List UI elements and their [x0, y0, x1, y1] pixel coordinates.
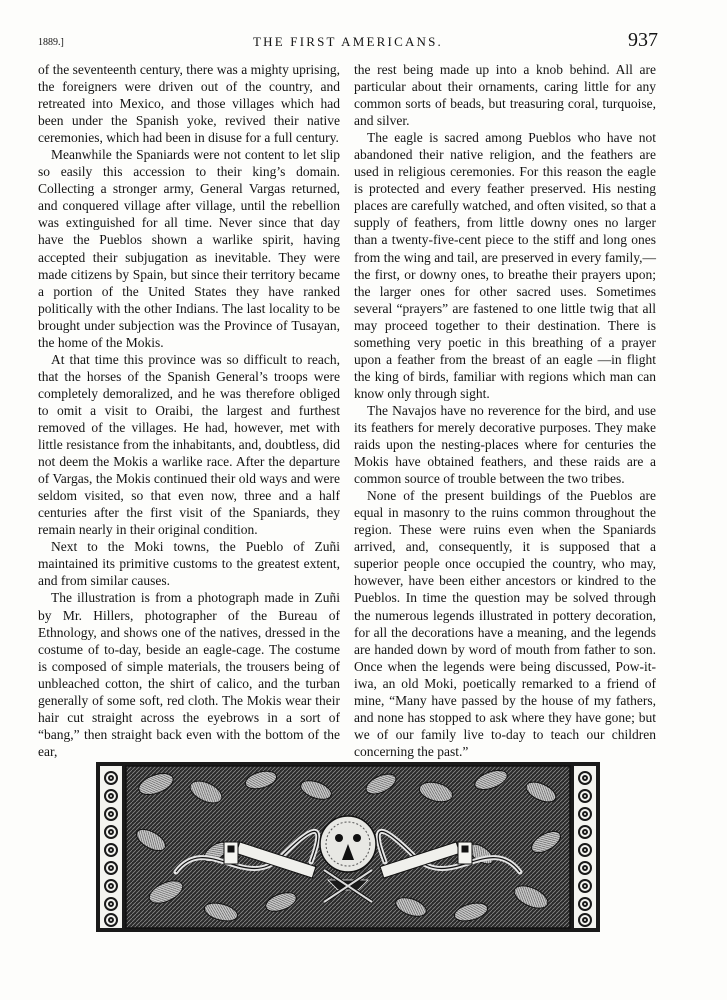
paragraph: At that time this province was so difficult to reach, that the horses of the Spanish General’s troops were completely demoralized, and he was therefore obliged to omit a visit to Oraibi, the largest and furthest removed of the villages. He had, however, met with little resistance from the inhabitants, and, doubtless, did not deem the Mokis a warlike race. After the departure of Vargas, the Mokis continued their old ways and were seldom visited, so that even now, three and a half centuries after the first visit of the Spaniards, they remain nearly in their original condition. — [38, 351, 340, 538]
header-title: THE FIRST AMERICANS. — [252, 34, 444, 49]
right-column — [354, 61, 656, 760]
paragraph: Meanwhile the Spaniards were not content to let slip so easily this accession to their king’s domain. Collecting a stronger army, General Vargas returned, and conquered village after village, until the rebellion was extinguished for all time. Never since that day have the Pueblos shown a warlike spirit, having accepted their subjugation as inevitable. They were made citizens by Spain, but since their territory became a portion of the United States they have ranked politically with the other Indians. The last locality to be brought under subjection was the Province of Tusayan, the home of the Mokis. — [38, 147, 340, 350]
paragraph: The Navajos have no reverence for the bird, and use its feathers for merely decorative purposes. They make raids upon the nesting-places where for centuries the Mokis have obtained feathers, and these raids are a common source of trouble between the two tribes. — [354, 402, 656, 487]
paragraph: Next to the Moki towns, the Pueblo of Zuñi maintained its primitive customs to the greatest extent, and from similar causes. — [38, 539, 340, 589]
paragraph: the rest being made up into a knob behind. All are particular about their ornaments, caring little for any common sorts of beads, but treasuring coral, turquoise, and silver. — [354, 62, 656, 129]
header-date: 1889.] — [38, 37, 64, 48]
paragraph: The eagle is sacred among Pueblos who have not abandoned their native religion, and the feathers are used in religious ceremonies. For this reason the eagle is protected and every feather preserved. His nesting places are carefully watched, and often visited, so that a supply of feathers, from little downy ones no larger than a twenty-five-cent piece to the stiff and long ones from the wing and tail, are preserved in every family,—the first, or downy ones, to breathe their prayers upon; the larger ones for other sacred uses. Sometimes several “prayers” are fastened to one little twig that all may proceed together to their destination. There is something very poetic in this breathing of a prayer upon a feather from the breast of an eagle —in flight the king of birds, familiar with regions which man can know only through sight. — [354, 130, 656, 401]
paragraph: The illustration is from a photograph made in Zuñi by Mr. Hillers, photographer of the Bureau of Ethnology, and shows one of the natives, dressed in the costume of to-day, beside an eagle-cage. The costume is composed of simple materials, the trousers being of unbleached cotton, the shirt of calico, and the turban generally of some soft, red cloth. The Mokis wear their hair cut straight across the eyebrows in a sort of “bang,” then straight back even with the bottom of the ear, — [38, 590, 340, 759]
running-header — [38, 31, 658, 55]
paragraph: None of the present buildings of the Pueblos are equal in masonry to the ruins common throughout the region. These were ruins even when the Spaniards arrived, and, consequently, it is supposed that a superior people once occupied the country, who may, however, have been either ancestors or kindred to the Pueblos. In time the question may be solved through the numerous legends illustrated in pottery decoration, for all the decorations have a meaning, and the legends are handed down by word of mouth from father to son. Once when the legends were being discussed, Pow-it-iwa, an old Moki, poetically remarked to a friend of mine, “Many have passed by the house of my fathers, and none has stopped to ask where they have gone; but we of our family live to-day to teach our children concerning the past.” — [354, 488, 656, 759]
decorative-illustration — [96, 762, 600, 932]
left-column — [38, 61, 340, 760]
paragraph: of the seventeenth century, there was a mighty uprising, the foreigners were driven out of the country, and retreated into Mexico, and those villages which had been under the Spanish yoke, revived their native ceremonies, which had been in disuse for a full century. — [38, 62, 340, 146]
page-number: 937 — [628, 29, 658, 51]
